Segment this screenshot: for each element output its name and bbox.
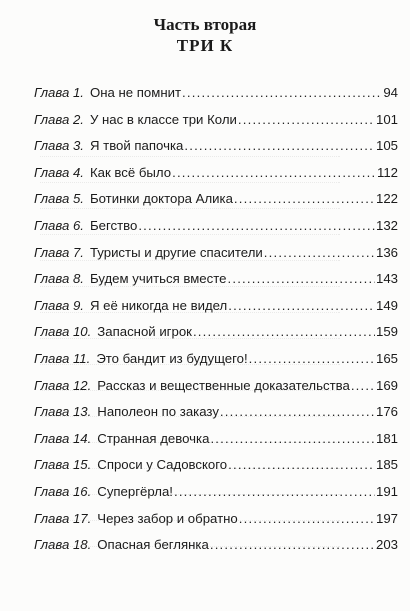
chapter-number: Глава 16. xyxy=(34,483,92,499)
part-heading xyxy=(0,14,410,56)
dot-leader xyxy=(220,399,375,426)
chapter-number: Глава 7. xyxy=(34,244,84,260)
toc-entry xyxy=(34,532,398,559)
toc-entry xyxy=(34,266,398,293)
dot-leader xyxy=(193,319,375,346)
page-number: 185 xyxy=(375,457,398,473)
toc-entry xyxy=(34,160,398,187)
dot-leader xyxy=(182,80,382,107)
dot-leader xyxy=(228,293,375,320)
chapter-title: Опасная беглянка xyxy=(97,537,209,553)
dot-leader xyxy=(249,346,375,373)
chapter-title: Туристы и другие спасители xyxy=(89,244,263,260)
chapter-number: Глава 3. xyxy=(34,138,84,154)
chapter-title: Странная девочка xyxy=(97,430,210,446)
chapter-number: Глава 10. xyxy=(34,324,92,340)
chapter-number: Глава 13. xyxy=(34,404,92,420)
chapter-number: Глава 1. xyxy=(34,85,84,100)
page-number: 112 xyxy=(376,164,398,180)
chapter-number: Глава 9. xyxy=(34,297,84,313)
dot-leader xyxy=(174,479,375,506)
page-number: 169 xyxy=(375,377,398,393)
part-label: Часть вторая xyxy=(153,15,257,34)
chapter-number: Глава 14. xyxy=(34,430,92,446)
page-number: 122 xyxy=(375,191,398,207)
chapter-title: Запасной игрок xyxy=(97,324,192,340)
page-number: 181 xyxy=(375,430,398,446)
toc-entry xyxy=(34,399,398,426)
toc-entry xyxy=(34,479,398,506)
chapter-number: Глава 2. xyxy=(34,111,84,127)
page-number: 176 xyxy=(375,404,398,420)
part-title: ТРИ К xyxy=(176,36,234,55)
chapter-number: Глава 18. xyxy=(34,537,92,553)
dot-leader xyxy=(172,160,376,187)
chapter-number: Глава 17. xyxy=(34,510,92,526)
dot-leader xyxy=(234,186,375,213)
page-number: 165 xyxy=(375,350,398,366)
page-number: 197 xyxy=(375,510,398,526)
chapter-title: Ботинки доктора Алика xyxy=(89,191,233,207)
chapter-number: Глава 8. xyxy=(34,271,84,287)
toc-entry xyxy=(34,293,398,320)
chapter-title: Я её никогда не видел xyxy=(89,297,228,313)
chapter-title: Это бандит из будущего! xyxy=(96,350,248,366)
chapter-title: Наполеон по заказу xyxy=(97,404,219,420)
dot-leader xyxy=(239,506,375,533)
toc-entry xyxy=(34,107,398,134)
page-number: 191 xyxy=(375,483,398,499)
page-number: 149 xyxy=(375,297,398,313)
chapter-title: Через забор и обратно xyxy=(97,510,238,526)
dot-leader xyxy=(184,133,375,160)
chapter-number: Глава 12. xyxy=(34,377,92,393)
page-number: 143 xyxy=(375,271,398,287)
page-number: 159 xyxy=(375,324,398,340)
toc-entry xyxy=(34,80,398,107)
chapter-title: Я твой папочка xyxy=(89,138,184,154)
dot-leader xyxy=(210,532,375,559)
chapter-title: Супергёрла! xyxy=(97,483,173,499)
dot-leader xyxy=(264,240,375,267)
dot-leader xyxy=(227,266,375,293)
chapter-title: Спроси у Садовского xyxy=(97,457,228,473)
toc-entry xyxy=(34,426,398,453)
toc-entry xyxy=(34,319,398,346)
chapter-number: Глава 15. xyxy=(34,457,92,473)
dot-leader xyxy=(228,452,375,479)
chapter-number: Глава 5. xyxy=(34,191,84,207)
chapter-number: Глава 11. xyxy=(34,350,91,366)
page-number: 132 xyxy=(375,217,398,233)
page-number: 203 xyxy=(375,537,398,553)
chapter-title: Она не помнит xyxy=(89,85,182,100)
toc-entry xyxy=(34,346,398,373)
page-number: 101 xyxy=(375,111,398,127)
toc-entry xyxy=(34,506,398,533)
chapter-title: У нас в классе три Коли xyxy=(89,111,237,127)
page-number: 136 xyxy=(375,244,398,260)
dot-leader xyxy=(351,373,375,400)
page-number: 94 xyxy=(383,85,398,100)
chapter-number: Глава 4. xyxy=(34,164,84,180)
dot-leader xyxy=(238,107,375,134)
chapter-title: Бегство xyxy=(89,217,138,233)
toc-entry xyxy=(34,186,398,213)
toc-entry xyxy=(34,133,398,160)
table-of-contents xyxy=(34,80,398,559)
toc-entry xyxy=(34,452,398,479)
chapter-title: Рассказ и вещественные доказательства xyxy=(97,377,350,393)
toc-entry xyxy=(34,213,398,240)
chapter-title: Как всё было xyxy=(89,164,172,180)
dot-leader xyxy=(138,213,375,240)
dot-leader xyxy=(210,426,375,453)
page-number: 105 xyxy=(375,138,398,154)
toc-entry xyxy=(34,240,398,267)
toc-entry xyxy=(34,373,398,400)
chapter-number: Глава 6. xyxy=(34,217,84,233)
chapter-title: Будем учиться вместе xyxy=(89,271,227,287)
